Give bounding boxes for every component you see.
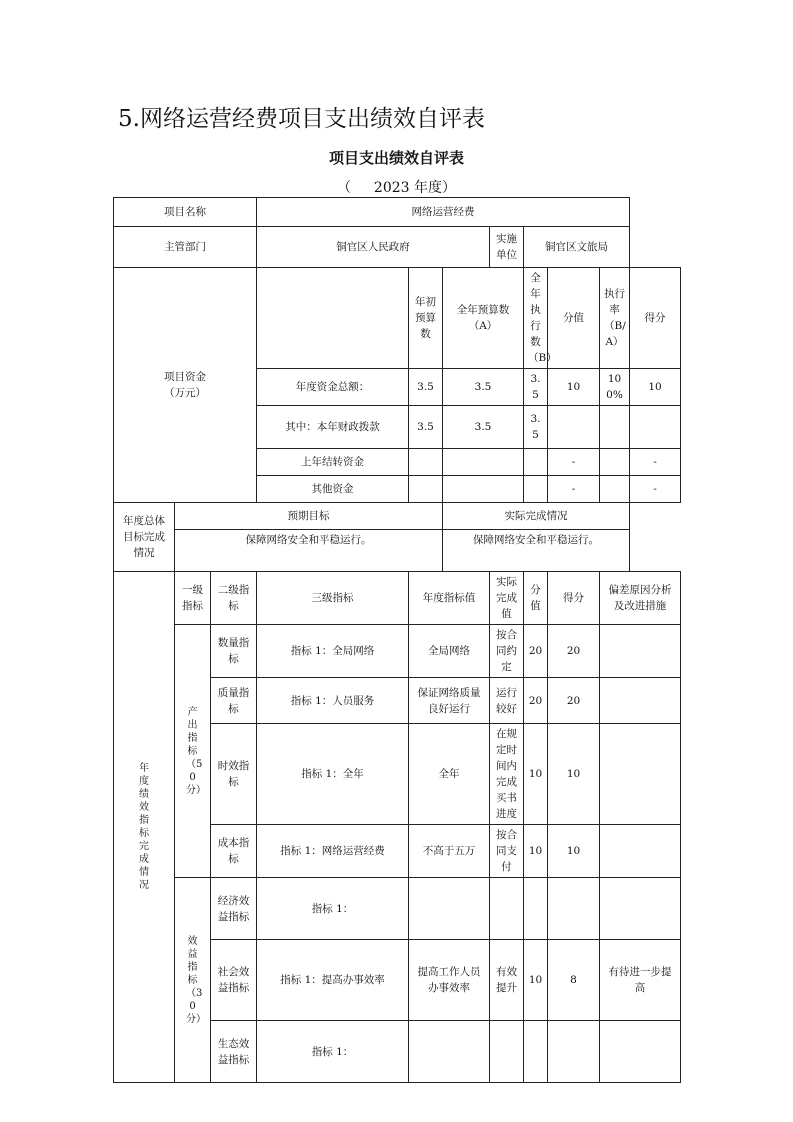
- ind-level3: 指标 1：人员服务: [257, 678, 409, 724]
- funds-row-annual: 3.5: [443, 369, 524, 406]
- ind-score-value: [524, 878, 548, 940]
- ind-target: 全局网络: [409, 625, 490, 678]
- funds-row-initial: 3.5: [409, 406, 443, 449]
- ind-target: [409, 1021, 490, 1083]
- ind-score: 20: [548, 625, 600, 678]
- funds-row-executed: [524, 449, 548, 476]
- funds-row-score-value: -: [548, 449, 600, 476]
- ind-level2: 社会效益指标: [211, 940, 257, 1021]
- ind-header-score-value: 分值: [524, 572, 548, 625]
- goals-actual-header: 实际完成情况: [443, 503, 630, 530]
- funds-row-name: 年度资金总额：: [257, 369, 409, 406]
- ind-score: [548, 878, 600, 940]
- ind-target: 全年: [409, 724, 490, 825]
- funds-row-name: 其中：本年财政拨款: [257, 406, 409, 449]
- ind-header-level2: 二级指标: [211, 572, 257, 625]
- year-value: 2023 年度）: [373, 180, 456, 196]
- funds-row-annual: 3.5: [443, 406, 524, 449]
- ind-score-value: 10: [524, 940, 548, 1021]
- funds-row-score: -: [630, 476, 681, 503]
- ind-score-value: 10: [524, 825, 548, 878]
- funds-header-rate: 执行率（B/A）: [600, 268, 630, 369]
- performance-table: [113, 197, 681, 1083]
- project-name-label: 项目名称: [114, 198, 257, 227]
- funds-header-executed: 全年执行数（B）: [524, 268, 548, 369]
- ind-actual: 按合同约定: [490, 625, 524, 678]
- section-heading: 5.网络运营经费项目支出绩效自评表: [118, 106, 485, 132]
- ind-level2: 时效指标: [211, 724, 257, 825]
- ind-actual: 有效提升: [490, 940, 524, 1021]
- goals-expected: 保障网络安全和平稳运行。: [175, 530, 443, 572]
- funds-header-blank: [257, 268, 409, 369]
- funds-row-name: 其他资金: [257, 476, 409, 503]
- ind-deviation: [600, 1021, 681, 1083]
- ind-deviation: [600, 878, 681, 940]
- funds-row-annual: [443, 449, 524, 476]
- impl-label: 实施单位: [490, 227, 524, 268]
- ind-target: 不高于五万: [409, 825, 490, 878]
- funds-row-score: [630, 406, 681, 449]
- indicators-section-label-cell: [114, 572, 175, 1083]
- ind-level2: 数量指标: [211, 625, 257, 678]
- ind-actual: [490, 1021, 524, 1083]
- ind-score: 8: [548, 940, 600, 1021]
- ind-level3: 指标 1：全年: [257, 724, 409, 825]
- benefit-label: 效益指标（30分）: [186, 935, 206, 1025]
- ind-level2: 成本指标: [211, 825, 257, 878]
- ind-actual: [490, 878, 524, 940]
- funds-row-initial: [409, 476, 443, 503]
- year-open-paren: （: [337, 180, 351, 196]
- ind-level3: 指标 1：: [257, 878, 409, 940]
- funds-row-score: 10: [630, 369, 681, 406]
- ind-score-value: 10: [524, 724, 548, 825]
- ind-header-level1: 一级指标: [175, 572, 211, 625]
- ind-target: 保证网络质量良好运行: [409, 678, 490, 724]
- output-label: 产出指标（50分）: [186, 706, 206, 796]
- goals-actual: 保障网络安全和平稳运行。: [443, 530, 630, 572]
- funds-header-score-value: 分值: [548, 268, 600, 369]
- funds-row-score-value: -: [548, 476, 600, 503]
- funds-row-initial: 3.5: [409, 369, 443, 406]
- ind-actual: 按合同支付: [490, 825, 524, 878]
- funds-row-rate: 100%: [600, 369, 630, 406]
- year-line: [0, 177, 793, 197]
- funds-row-executed: [524, 476, 548, 503]
- ind-header-deviation: 偏差原因分析及改进措施: [600, 572, 681, 625]
- ind-score-value: [524, 1021, 548, 1083]
- funds-unit: （万元）: [164, 387, 206, 399]
- project-name-value: 网络运营经费: [257, 198, 630, 227]
- ind-level3: 指标 1：提高办事效率: [257, 940, 409, 1021]
- dept-value: 铜官区人民政府: [257, 227, 490, 268]
- benefit-label-cell: [175, 878, 211, 1083]
- ind-deviation: [600, 825, 681, 878]
- ind-header-score: 得分: [548, 572, 600, 625]
- ind-level3: 指标 1：网络运营经费: [257, 825, 409, 878]
- funds-row-executed: 3.5: [524, 369, 548, 406]
- ind-level2: 生态效益指标: [211, 1021, 257, 1083]
- goals-expected-header: 预期目标: [175, 503, 443, 530]
- funds-row-executed: 3.5: [524, 406, 548, 449]
- funds-row-rate: [600, 476, 630, 503]
- funds-header-annual: 全年预算数（A）: [443, 268, 524, 369]
- ind-deviation: [600, 625, 681, 678]
- ind-score: 10: [548, 724, 600, 825]
- ind-score-value: 20: [524, 625, 548, 678]
- funds-row-annual: [443, 476, 524, 503]
- ind-score: 10: [548, 825, 600, 878]
- ind-score: [548, 1021, 600, 1083]
- ind-level3: 指标 1：全局网络: [257, 625, 409, 678]
- ind-target: 提高工作人员办事效率: [409, 940, 490, 1021]
- funds-row-rate: [600, 449, 630, 476]
- funds-row-score: -: [630, 449, 681, 476]
- funds-header-score: 得分: [630, 268, 681, 369]
- indicators-section-label: 年度绩效指标完成情况: [139, 763, 149, 891]
- ind-deviation: [600, 678, 681, 724]
- dept-label: 主管部门: [114, 227, 257, 268]
- funds-header-initial: 年初预算数: [409, 268, 443, 369]
- funds-label-cell: [114, 268, 257, 503]
- ind-level2: 经济效益指标: [211, 878, 257, 940]
- ind-level2: 质量指标: [211, 678, 257, 724]
- impl-value: 铜官区文旅局: [524, 227, 630, 268]
- ind-deviation: 有待进一步提高: [600, 940, 681, 1021]
- ind-actual: 运行较好: [490, 678, 524, 724]
- goals-label: 年度总体目标完成情况: [114, 503, 175, 572]
- funds-label: 项目资金: [164, 371, 206, 383]
- ind-header-actual: 实际完成值: [490, 572, 524, 625]
- table-title: 项目支出绩效自评表: [328, 149, 464, 167]
- ind-header-level3: 三级指标: [257, 572, 409, 625]
- ind-score: 20: [548, 678, 600, 724]
- output-label-cell: [175, 625, 211, 878]
- ind-score-value: 20: [524, 678, 548, 724]
- ind-deviation: [600, 724, 681, 825]
- ind-header-target: 年度指标值: [409, 572, 490, 625]
- funds-row-name: 上年结转资金: [257, 449, 409, 476]
- funds-row-initial: [409, 449, 443, 476]
- funds-row-score-value: [548, 406, 600, 449]
- funds-row-score-value: 10: [548, 369, 600, 406]
- ind-level3: 指标 1：: [257, 1021, 409, 1083]
- ind-target: [409, 878, 490, 940]
- funds-row-rate: [600, 406, 630, 449]
- ind-actual: 在规定时间内完成买书进度: [490, 724, 524, 825]
